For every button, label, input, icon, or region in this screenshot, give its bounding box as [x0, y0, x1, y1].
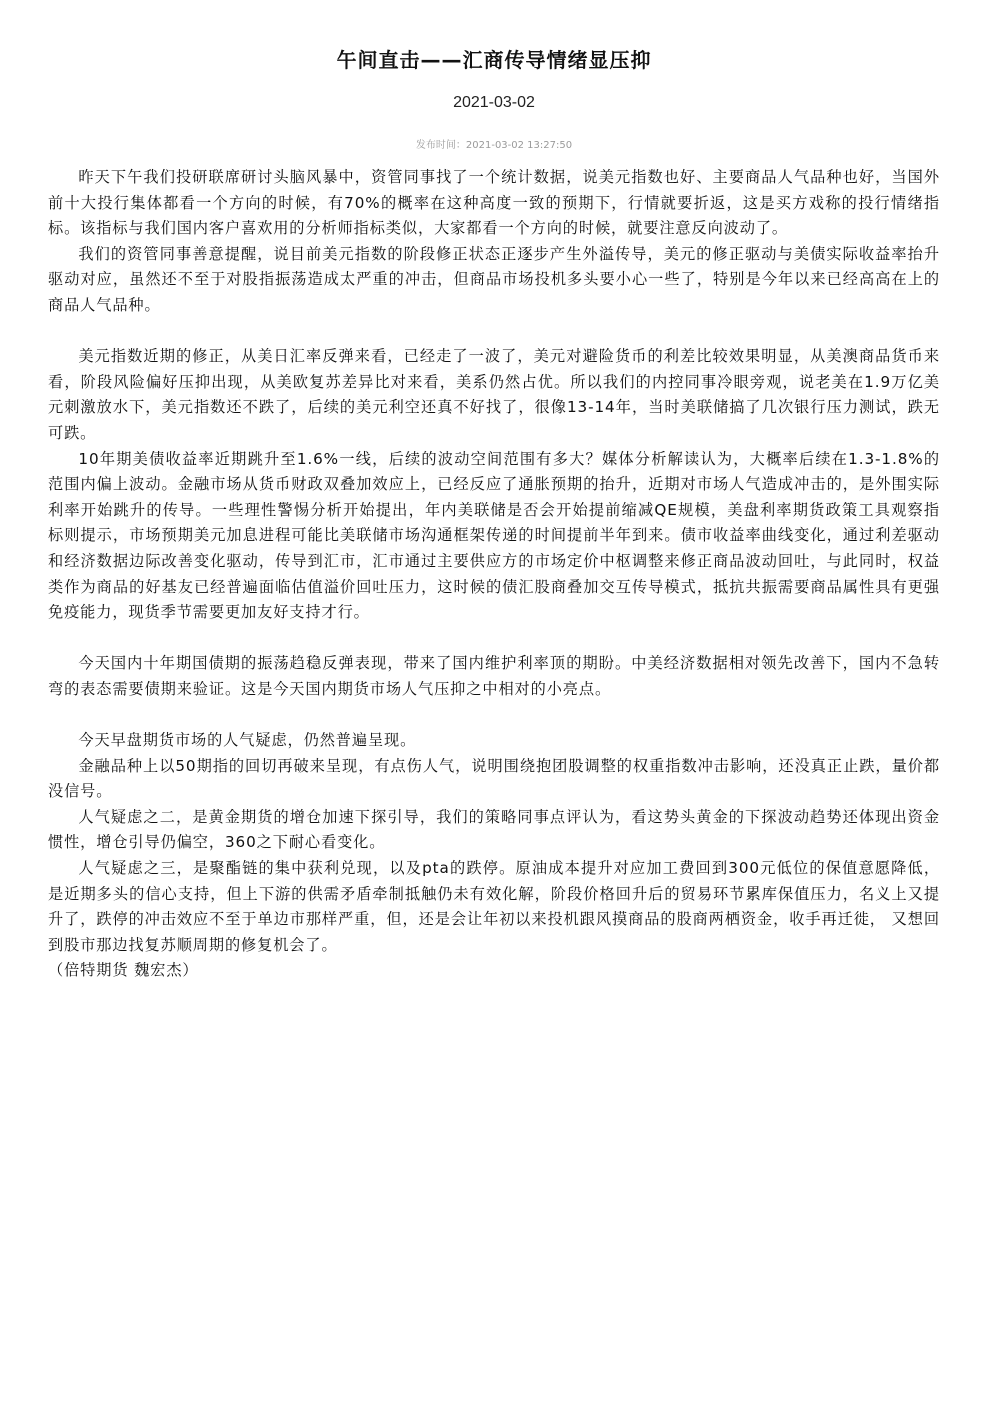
article-date: 2021-03-02 [453, 94, 535, 111]
paragraph: 金融品种上以50期指的回切再破来呈现，有点伤人气，说明围绕抱团股调整的权重指数冲击影响，还没真正止跌，量价都没信号。 [48, 756, 940, 801]
paragraph: 10年期美债收益率近期跳升至1.6%一线，后续的波动空间范围有多大？媒体分析解读认为，大概率后续在1.3-1.8%的范围内偏上波动。金融市场从货币财政双叠加效应上，已经反应了通胀预期的抬升，近期对市场人气造成冲击的，是外围实际利率开始跳升的传导。一些理性警惕分析开始提出，年内美联储是否会开始提前缩减QE规模，美盘利率期货政策工具观察指标则提示，市场预期美元加息进程可能比美联储市场沟通框架传递的时间提前半年到来。债市收益率曲线变化，通过利差驱动和经济数据边际改善变化驱动，传导到汇市，汇市通过主要供应方的市场定价中枢调整来修正商品波动回吐，与此同时，权益类作为商品的好基友已经普遍面临估值溢价回吐压力，这时候的债汇股商叠加交互传导模式，抵抗共振需要商品属性具有更强免疫能力，现货季节需要更加友好支持才行。 [48, 449, 940, 622]
paragraph-spacer [48, 626, 940, 652]
paragraph: 美元指数近期的修正，从美日汇率反弹来看，已经走了一波了，美元对避险货币的利差比较效果明显，从美澳商品货币来看，阶段风险偏好压抑出现，从美欧复苏差异比对来看，美系仍然占优。所以我们的内控同事冷眼旁观，说老美在1.9万亿美元刺激放水下，美元指数还不跌了，后续的美元利空还真不好找了，很像13-14年，当时美联储搞了几次银行压力测试，跌无可跌。 [48, 347, 940, 442]
publish-time: 发布时间：2021-03-02 13:27:50 [415, 140, 573, 151]
paragraph-spacer [48, 702, 940, 728]
paragraph: 今天国内十年期国债期的振荡趋稳反弹表现，带来了国内维护利率顶的期盼。中美经济数据相对领先改善下，国内不急转弯的表态需要债期来验证。这是今天国内期货市场人气压抑之中相对的小亮点。 [48, 654, 940, 698]
paragraph: 今天早盘期货市场的人气疑虑，仍然普遍呈现。 [78, 731, 417, 750]
paragraph-spacer [48, 319, 940, 345]
article-title: 午间直击——汇商传导情绪显压抑 [336, 48, 652, 72]
article-body [48, 165, 940, 984]
paragraph: 人气疑虑之二，是黄金期货的增仓加速下探引导，我们的策略同事点评认为，看这势头黄金的下探波动趋势还体现出资金惯性，增仓引导仍偏空，360之下耐心看变化。 [48, 807, 940, 852]
author-signature: （倍特期货 魏宏杰） [48, 961, 199, 980]
paragraph: 我们的资管同事善意提醒，说目前美元指数的阶段修正状态正逐步产生外溢传导，美元的修正驱动与美债实际收益率抬升驱动对应，虽然还不至于对股指振荡造成太严重的冲击，但商品市场投机多头要小心一些了，特别是今年以来已经高高在上的商品人气品种。 [48, 244, 940, 314]
paragraph: 昨天下午我们投研联席研讨头脑风暴中，资管同事找了一个统计数据，说美元指数也好、主要商品人气品种也好，当国外前十大投行集体都看一个方向的时候，有70%的概率在这种高度一致的预期下，行情就要折返，这是买方戏称的投行情绪指标。该指标与我们国内客户喜欢用的分析师指标类似，大家都看一个方向的时候，就要注意反向波动了。 [48, 168, 940, 238]
paragraph: 人气疑虑之三，是聚酯链的集中获利兑现，以及pta的跌停。原油成本提升对应加工费回到300元低位的保值意愿降低，是近期多头的信心支持，但上下游的供需矛盾牵制抵触仍未有效化解，阶段价格回升后的贸易环节累库保值压力，名义上又提升了，跌停的冲击效应不至于单边市那样严重，但，还是会让年初以来投机跟风摸商品的股商两栖资金，收手再迁徙， 又想回到股市那边找复苏顺周期的修复机会了。 [48, 859, 940, 954]
